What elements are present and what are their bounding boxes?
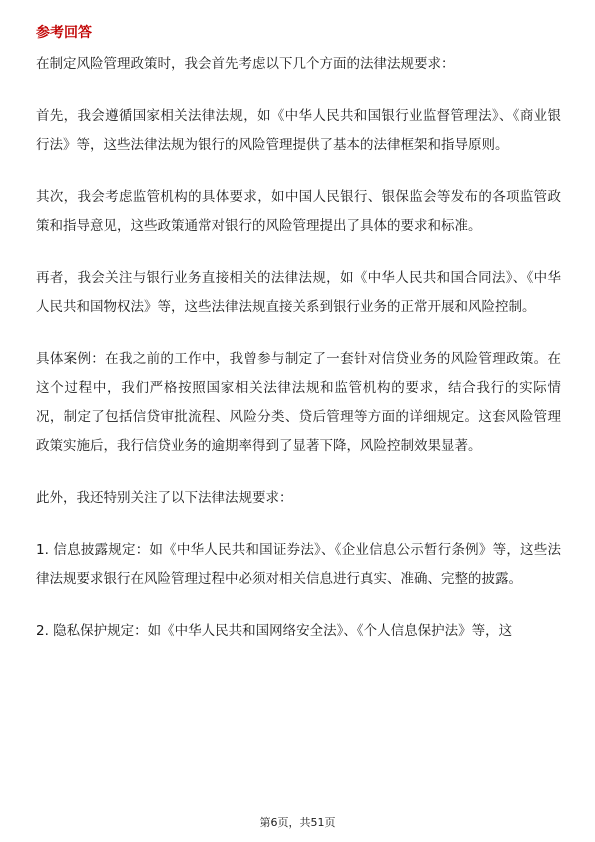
answer-body bbox=[36, 50, 561, 669]
paragraph-second: 其次，我会考虑监管机构的具体要求，如中国人民银行、银保监会等发布的各项监管政策和指导意见，这些政策通常对银行的风险管理提出了具体的要求和标准。 bbox=[36, 189, 561, 234]
list-item-privacy: 2. 隐私保护规定：如《中华人民共和国网络安全法》、《个人信息保护法》等，这 bbox=[36, 623, 513, 639]
paragraph-third: 再者，我会关注与银行业务直接相关的法律法规，如《中华人民共和国合同法》、《中华人民共和国物权法》等，这些法律法规直接关系到银行业务的正常开展和风险控制。 bbox=[36, 270, 561, 315]
paragraph-first: 首先，我会遵循国家相关法律法规，如《中华人民共和国银行业监督管理法》、《商业银行法》等，这些法律法规为银行的风险管理提供了基本的法律框架和指导原则。 bbox=[36, 108, 561, 153]
paragraph-case: 具体案例：在我之前的工作中，我曾参与制定了一套针对信贷业务的风险管理政策。在这个过程中，我们严格按照国家相关法律法规和监管机构的要求，结合我行的实际情况，制定了包括信贷审批流程、风险分类、贷后管理等方面的详细规定。这套风险管理政策实施后，我行信贷业务的逾期率得到了显著下降，风险控制效果显著。 bbox=[36, 351, 561, 454]
paragraph-intro: 在制定风险管理政策时，我会首先考虑以下几个方面的法律法规要求： bbox=[36, 56, 455, 72]
list-item-disclosure: 1. 信息披露规定：如《中华人民共和国证券法》、《企业信息公示暂行条例》等，这些法律法规要求银行在风险管理过程中必须对相关信息进行真实、准确、完整的披露。 bbox=[36, 542, 561, 587]
paragraph-additional: 此外，我还特别关注了以下法律法规要求： bbox=[36, 490, 293, 506]
section-heading: 参考回答 bbox=[36, 25, 92, 41]
page-number: 第6页，共51页 bbox=[259, 816, 336, 829]
